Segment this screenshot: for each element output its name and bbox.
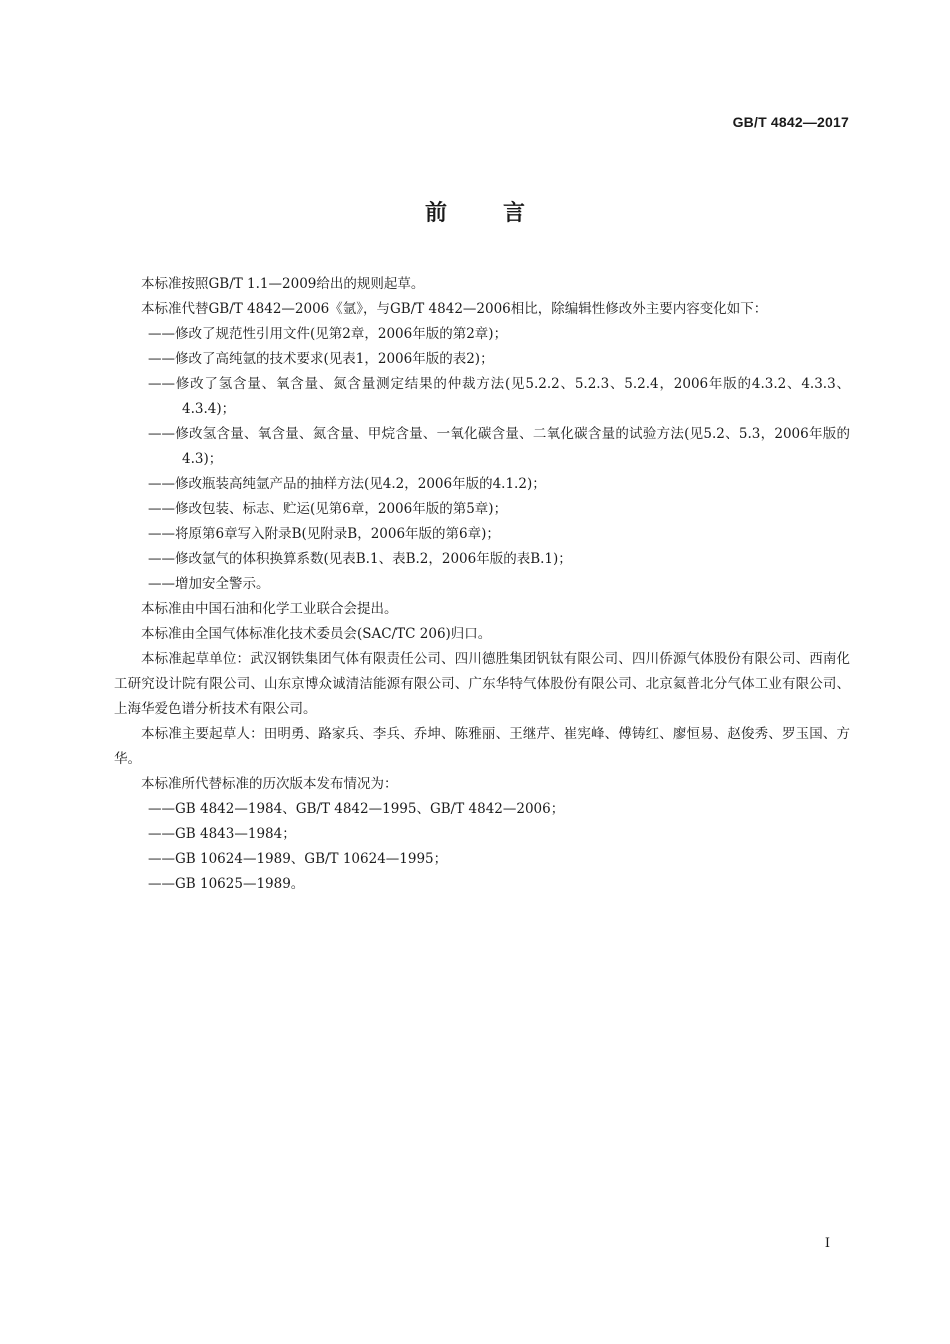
change-item: ——修改氢含量、氧含量、氮含量、甲烷含量、一氧化碳含量、二氧化碳含量的试验方法(见5.2、5.3，2006年版的4.3)； <box>148 426 850 467</box>
page-title: 前言 <box>424 201 581 226</box>
page-number: I <box>824 1236 830 1251</box>
paragraph-under-jurisdiction: 本标准由全国气体标准化技术委员会(SAC/TC 206)归口。 <box>141 626 492 642</box>
change-item: ——增加安全警示。 <box>148 576 270 592</box>
history-item: ——GB 4843—1984； <box>148 826 296 842</box>
change-item: ——修改包装、标志、贮运(见第6章，2006年版的第5章)； <box>148 501 508 517</box>
history-item: ——GB 4842—1984、GB/T 4842—1995、GB/T 4842—2006； <box>148 801 565 817</box>
paragraph-drafters: 本标准主要起草人：田明勇、路家兵、李兵、乔坤、陈雅丽、王继芹、崔宪峰、傅铸红、廖恒易、赵俊秀、罗玉国、方华。 <box>114 726 850 767</box>
paragraph-drafting-units: 本标准起草单位：武汉钢铁集团气体有限责任公司、四川德胜集团钒钛有限公司、四川侨源气体股份有限公司、西南化工研究设计院有限公司、山东京博众诚清洁能源有限公司、广东华特气体股份有限公司、北京氦普北分气体工业有限公司、上海华爱色谱分析技术有限公司。 <box>114 651 850 717</box>
paragraph-drafting-rules: 本标准按照GB/T 1.1—2009给出的规则起草。 <box>141 276 425 292</box>
foreword-body <box>114 272 850 897</box>
change-item: ——修改了氢含量、氧含量、氮含量测定结果的仲裁方法(见5.2.2、5.2.3、5.2.4，2006年版的4.3.2、4.3.3、4.3.4)； <box>148 376 850 417</box>
standard-code: GB/T 4842—2017 <box>732 114 849 130</box>
change-item: ——修改了高纯氩的技术要求(见表1，2006年版的表2)； <box>148 351 494 367</box>
paragraph-replacement: 本标准代替GB/T 4842—2006《氩》，与GB/T 4842—2006相比，除编辑性修改外主要内容变化如下： <box>141 301 768 317</box>
change-item: ——修改瓶装高纯氩产品的抽样方法(见4.2，2006年版的4.1.2)； <box>148 476 546 492</box>
history-item: ——GB 10624—1989、GB/T 10624—1995； <box>148 851 448 867</box>
change-item: ——将原第6章写入附录B(见附录B，2006年版的第6章)； <box>148 526 500 542</box>
change-item: ——修改氩气的体积换算系数(见表B.1、表B.2，2006年版的表B.1)； <box>148 551 572 567</box>
paragraph-history-intro: 本标准所代替标准的历次版本发布情况为： <box>141 776 398 792</box>
history-item: ——GB 10625—1989。 <box>148 876 305 892</box>
paragraph-proposed-by: 本标准由中国石油和化学工业联合会提出。 <box>141 601 398 617</box>
change-item: ——修改了规范性引用文件(见第2章，2006年版的第2章)； <box>148 326 508 342</box>
